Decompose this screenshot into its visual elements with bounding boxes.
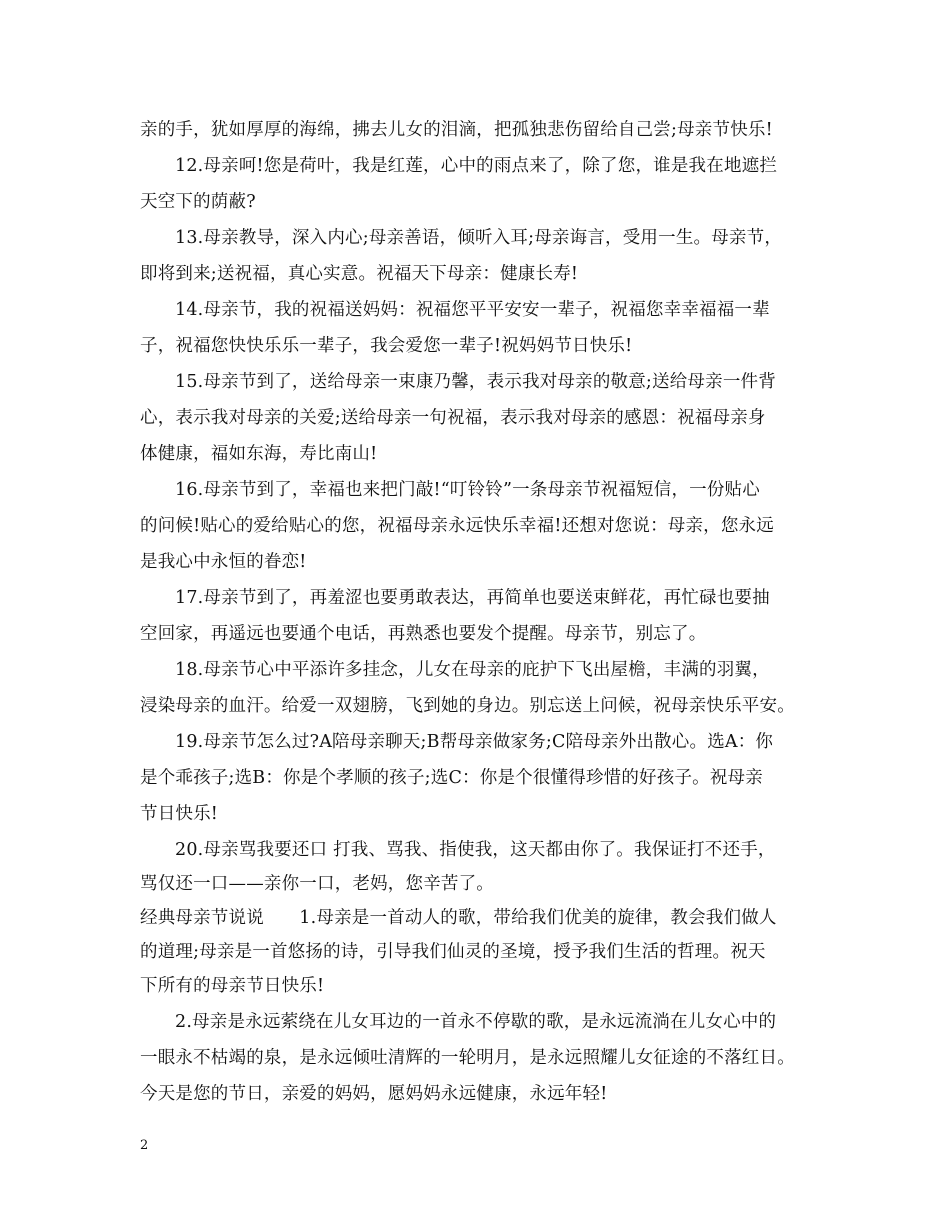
text-line: 骂仅还一口——亲你一口，老妈，您辛苦了。 <box>140 874 494 894</box>
text-line: 2.母亲是永远萦绕在儿女耳边的一首永不停歇的歌，是永远流淌在儿女心中的 <box>175 1012 777 1032</box>
text-line: 14.母亲节，我的祝福送妈妈：祝福您平平安安一辈子，祝福您幸幸福福一辈 <box>175 300 770 320</box>
text-line: 16.母亲节到了，幸福也来把门敲!“叮铃铃”一条母亲节祝福短信，一份贴心 <box>175 480 760 500</box>
text-line: 节日快乐! <box>140 804 219 824</box>
text-line: 12.母亲呵!您是荷叶，我是红莲，心中的雨点来了，除了您，谁是我在地遮拦 <box>175 156 778 176</box>
text-line: 的道理;母亲是一首悠扬的诗，引导我们仙灵的圣境，授予我们生活的哲理。祝天 <box>140 942 766 962</box>
text-line: 心，表示我对母亲的关爱;送给母亲一句祝福，表示我对母亲的感恩：祝福母亲身 <box>140 408 766 428</box>
text-line: 浸染母亲的血汗。给爱一双翅膀，飞到她的身边。别忘送上问候，祝母亲快乐平安。 <box>140 696 795 716</box>
text-line: 是个乖孩子;选B：你是个孝顺的孩子;选C：你是个很懂得珍惜的好孩子。祝母亲 <box>140 768 763 788</box>
text-line: 20.母亲骂我要还口 打我、骂我、指使我，这天都由你了。我保证打不还手， <box>175 840 776 860</box>
text-line: 13.母亲教导，深入内心;母亲善语，倾听入耳;母亲诲言，受用一生。母亲节， <box>175 228 783 248</box>
text-line: 经典母亲节说说 1.母亲是一首动人的歌，带给我们优美的旋律，教会我们做人 <box>140 908 777 928</box>
page-number: 2 <box>140 1138 149 1153</box>
text-line: 亲的手，犹如厚厚的海绵，拂去儿女的泪滴，把孤独悲伤留给自己尝;母亲节快乐! <box>140 120 773 140</box>
text-line: 即将到来;送祝福，真心实意。祝福天下母亲：健康长寿! <box>140 264 579 284</box>
text-line: 子，祝福您快快乐乐一辈子，我会爱您一辈子!祝妈妈节日快乐! <box>140 336 633 356</box>
text-line: 的问候!贴心的爱给贴心的您，祝福母亲永远快乐幸福!还想对您说：母亲，您永远 <box>140 516 774 536</box>
text-line: 空回家，再遥远也要通个电话，再熟悉也要发个提醒。母亲节，别忘了。 <box>140 624 707 644</box>
text-line: 是我心中永恒的眷恋! <box>140 552 307 572</box>
text-line: 天空下的荫蔽? <box>140 192 256 212</box>
text-line: 一眼永不枯竭的泉，是永远倾吐清辉的一轮明月，是永远照耀儿女征途的不落红日。 <box>140 1048 795 1068</box>
text-line: 17.母亲节到了，再羞涩也要勇敢表达，再简单也要送束鲜花，再忙碌也要抽 <box>175 588 770 608</box>
text-line: 体健康，福如东海，寿比南山! <box>140 444 378 464</box>
text-line: 18.母亲节心中平添许多挂念，儿女在母亲的庇护下飞出屋檐，丰满的羽翼， <box>175 660 770 680</box>
text-line: 下所有的母亲节日快乐! <box>140 976 325 996</box>
text-line: 15.母亲节到了，送给母亲一束康乃馨，表示我对母亲的敬意;送给母亲一件背 <box>175 372 776 392</box>
text-line: 19.母亲节怎么过?A陪母亲聊天;B帮母亲做家务;C陪母亲外出散心。选A：你 <box>175 732 774 752</box>
text-line: 今天是您的节日，亲爱的妈妈，愿妈妈永远健康，永远年轻! <box>140 1084 608 1104</box>
